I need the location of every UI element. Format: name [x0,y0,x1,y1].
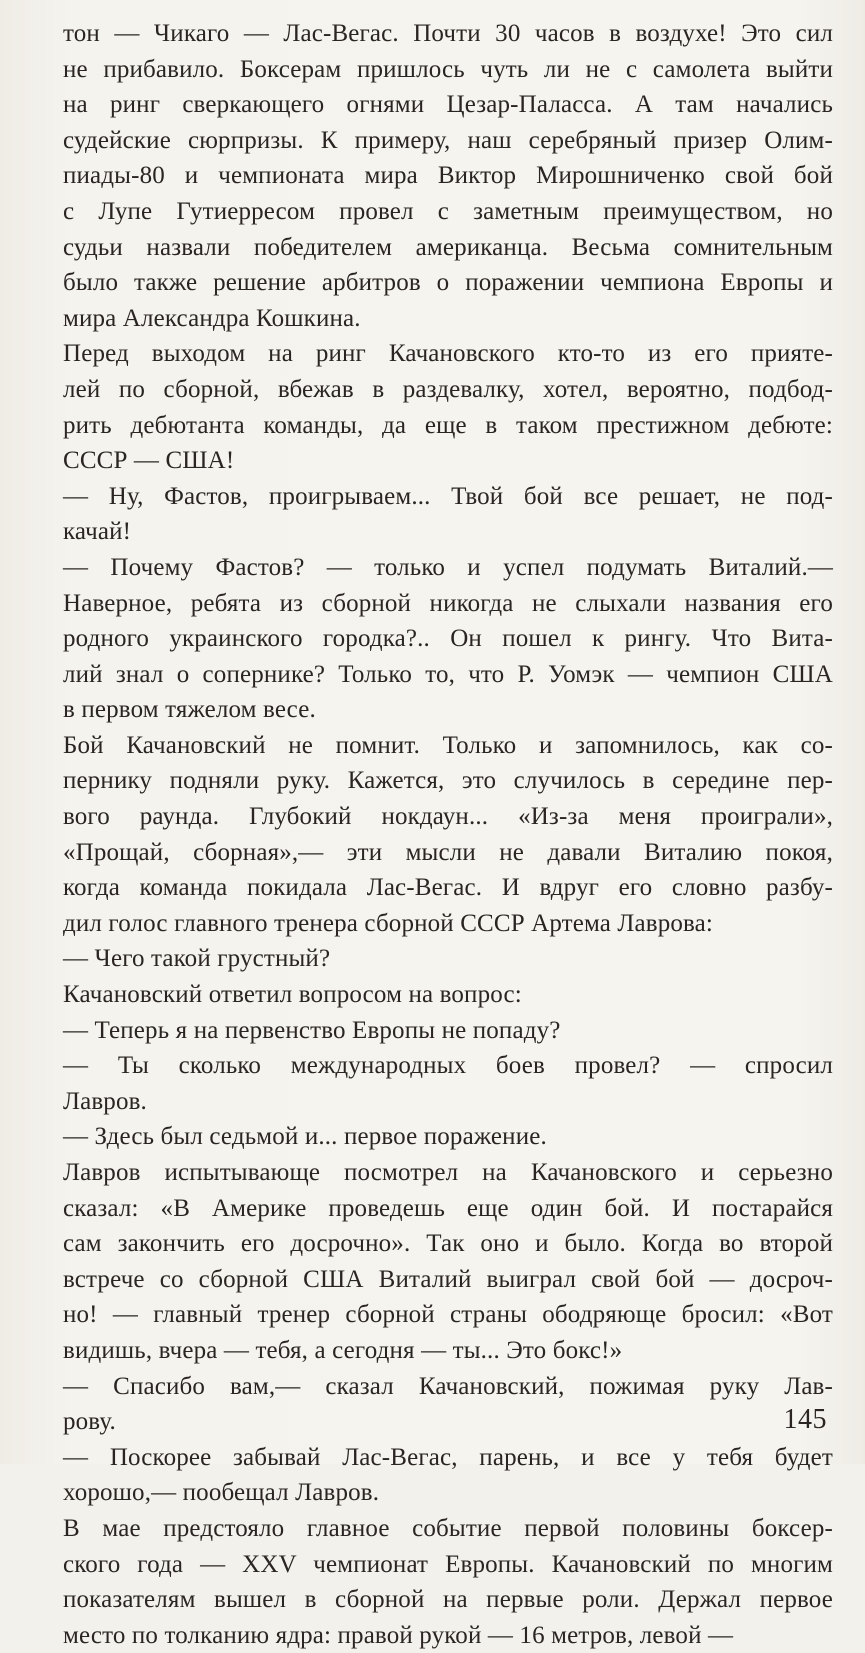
text-line: тон — Чикаго — Лас-Вегас. Почти 30 часов в воздухе! Это сил [63,20,833,47]
paragraph [63,336,833,478]
text-line: — Ну, Фастов, проигрываем... Твой бой все решает, не под- [63,482,833,510]
paragraph [63,550,833,728]
text-line: СССР — США! [63,447,235,475]
text-line: Перед выходом на ринг Качановского кто-то из его прияте- [63,340,833,368]
paragraph [63,941,833,977]
text-line: хорошо,— пообещал Лавров. [63,1479,380,1507]
text-line: пернику подняли руку. Кажется, это случилось в середине пер- [63,767,833,795]
paragraph [63,1013,833,1049]
text-line: качай! [63,518,132,546]
paragraph [63,1511,833,1653]
text-line: видишь, вчера — тебя, а сегодня — ты... Это бокс!» [63,1336,623,1364]
text-line: но! — главный тренер сборной страны ободряюще бросил: «Вот [63,1301,833,1329]
text-line: дил голос главного тренера сборной СССР Артема Лаврова: [63,909,714,937]
paragraph [63,16,833,336]
text-line: — Теперь я на первенство Европы не попаду? [63,1016,561,1044]
text-line: вого раунда. Глубокий нокдаун... «Из-за меня проиграли», [63,803,833,831]
text-line: мира Александра Кошкина. [63,304,361,332]
text-line: Лавров. [63,1087,147,1115]
paragraph [63,479,833,550]
text-line: не прибавило. Боксерам пришлось чуть ли не с самолета выйти [63,55,833,83]
text-line: Качановский ответил вопросом на вопрос: [63,981,522,1009]
text-line: «Прощай, сборная»,— эти мысли не давали Виталию покоя, [63,838,833,866]
text-line: — Почему Фастов? — только и успел подумать Виталий.— [63,553,833,581]
text-line: ского года — XXV чемпионат Европы. Качановский по многим [63,1550,833,1578]
text-line: пиады-80 и чемпионата мира Виктор Мирошниченко свой бой [63,162,833,190]
text-line: с Лупе Гутиерресом провел с заметным преимуществом, но [63,197,833,225]
text-line: судейские сюрпризы. К примеру, наш серебряный призер Олим- [63,126,833,154]
text-line: В мае предстояло главное событие первой половины боксер- [63,1514,833,1542]
paragraph [63,1119,833,1155]
text-line: судьи назвали победителем американца. Весьма сомнительным [63,233,833,261]
page-number: 145 [783,1404,827,1435]
text-line: встрече со сборной США Виталий выиграл свой бой — досроч- [63,1265,833,1293]
paragraph [63,977,833,1013]
text-line: место по толканию ядра: правой рукой — 16 метров, левой — [63,1621,734,1649]
text-line: сказал: «В Америке проведешь еще один бой. И постарайся [63,1194,833,1222]
paragraph [63,1155,833,1369]
paragraph [63,728,833,942]
paragraph [63,1369,833,1440]
text-line: лий знал о сопернике? Только то, что Р. Уомэк — чемпион США [63,660,833,688]
paragraph [63,1440,833,1511]
text-line: — Поскорее забывай Лас-Вегас, парень, и все у тебя будет [63,1443,833,1471]
text-line: Лавров испытывающе посмотрел на Качановского и серьезно [63,1159,833,1186]
text-line: — Ты сколько международных боев провел? — спросил [63,1052,833,1080]
text-line: на ринг сверкающего огнями Цезар-Паласса. А там начались [63,91,833,119]
text-line: лей по сборной, вбежав в раздевалку, хотел, вероятно, подбод- [63,375,833,403]
text-line: когда команда покидала Лас-Вегас. И вдруг его словно разбу- [63,874,833,902]
paragraph [63,1048,833,1119]
text-line: родного украинского городка?.. Он пошел к рингу. Что Вита- [63,625,833,653]
text-line: рить дебютанта команды, да еще в таком престижном дебюте: [63,411,833,439]
text-line: было также решение арбитров о поражении чемпиона Европы и [63,269,833,297]
text-line: рову. [63,1408,116,1436]
text-line: в первом тяжелом весе. [63,696,316,724]
text-line: сам закончить его досрочно». Так оно и было. Когда во второй [63,1230,833,1258]
text-line: — Чего такой грустный? [63,945,331,973]
text-line: Бой Качановский не помнит. Только и запомнилось, как со- [63,731,833,759]
body-text [63,16,833,1653]
text-line: — Здесь был седьмой и... первое поражение. [63,1123,547,1151]
text-line: Наверное, ребята из сборной никогда не слыхали названия его [63,589,833,617]
text-line: показателям вышел в сборной на первые роли. Держал первое [63,1586,833,1614]
text-line: — Спасибо вам,— сказал Качановский, пожимая руку Лав- [63,1372,833,1400]
